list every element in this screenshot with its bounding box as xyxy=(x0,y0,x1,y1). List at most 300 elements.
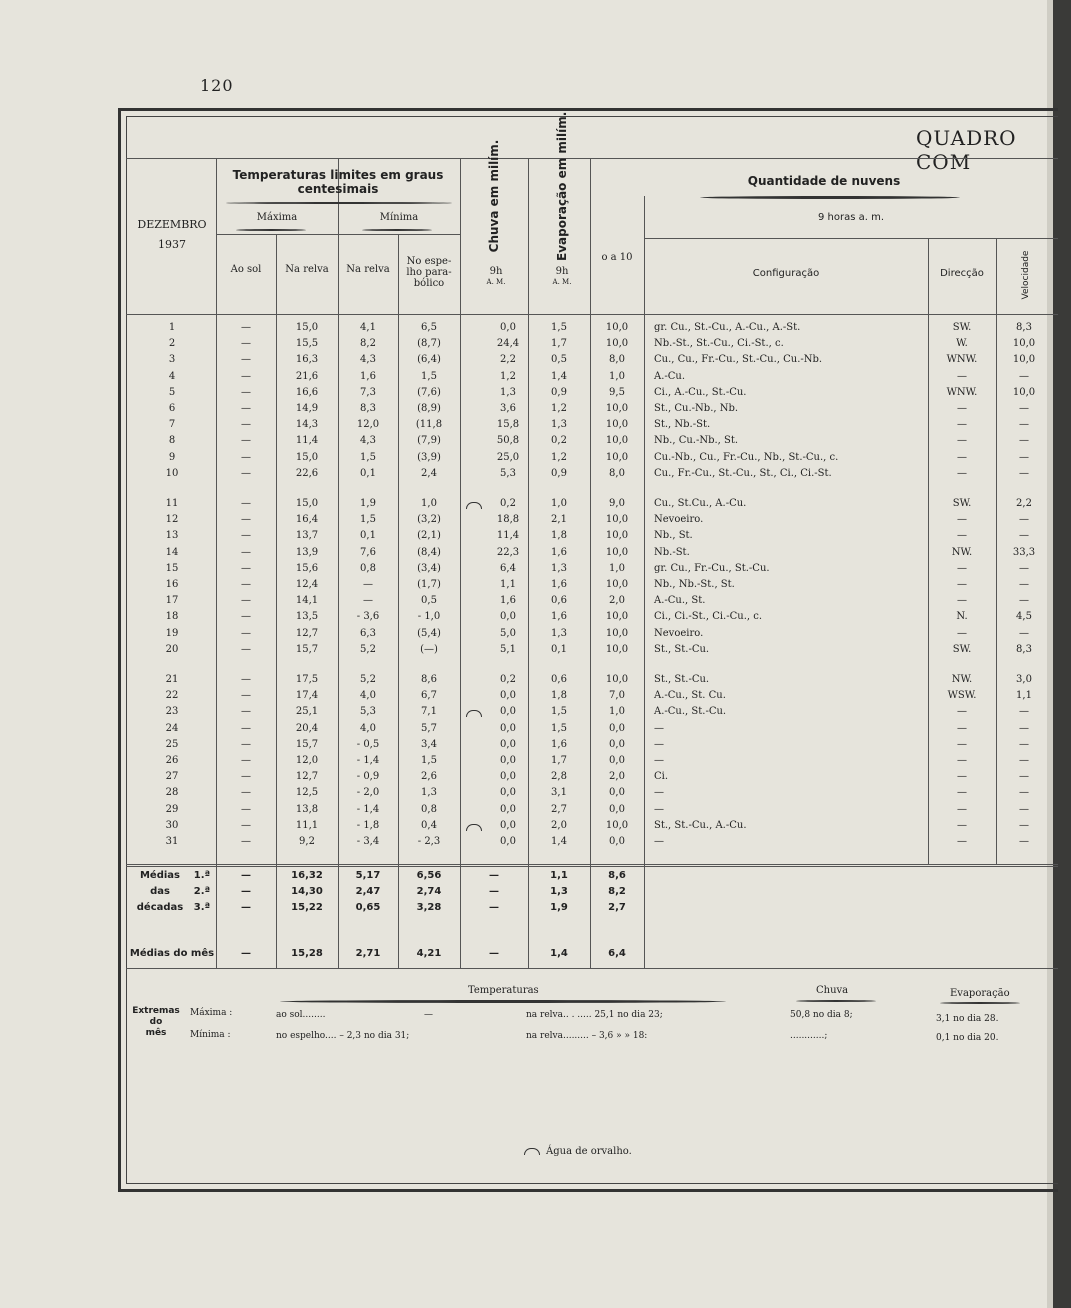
extremas-do-label: do xyxy=(149,1017,163,1027)
footnote-text: Água de orvalho. xyxy=(546,1146,632,1157)
cell-min-relva: 8,3 xyxy=(360,403,376,414)
cell-nuvens-total: 1,0 xyxy=(609,370,625,382)
cell-max-relva: 16,4 xyxy=(295,514,319,526)
cell-espelho: 1,3 xyxy=(421,787,437,799)
cell-direccao: — xyxy=(957,836,967,847)
medias-cell: 14,30 xyxy=(291,886,323,897)
cell-configuracao: St., St.-Cu. xyxy=(654,674,710,685)
cell-espelho: 1,5 xyxy=(421,370,437,382)
medias-cell: 2,74 xyxy=(416,886,442,897)
cell-nuvens-total: 10,0 xyxy=(605,419,629,431)
cell-chuva: 0,0 xyxy=(500,755,516,766)
cell-direccao: — xyxy=(957,419,967,431)
cell-max-relva: 15,7 xyxy=(295,643,319,655)
cell-min-relva: 0,1 xyxy=(360,530,376,542)
cell-day: 27 xyxy=(165,771,179,783)
medias-cell: 1,1 xyxy=(550,870,568,881)
cell-ao-sol: — xyxy=(241,643,251,655)
cell-espelho: (8,4) xyxy=(417,546,441,558)
cell-day: 16 xyxy=(165,579,179,590)
medias-top-line xyxy=(126,866,1058,867)
swash-ornament xyxy=(796,1000,876,1002)
cell-espelho: 8,6 xyxy=(421,674,437,685)
cell-nuvens-total: 7,0 xyxy=(609,690,625,702)
cell-max-relva: 9,2 xyxy=(299,836,315,847)
cell-configuracao: Nevoeiro. xyxy=(654,514,704,526)
cell-chuva: 0,0 xyxy=(500,722,516,734)
cell-day: 23 xyxy=(165,706,179,718)
cell-day: 22 xyxy=(165,690,179,702)
cell-ao-sol: — xyxy=(241,403,251,414)
cell-nuvens-total: 10,0 xyxy=(605,674,629,685)
cell-ao-sol: — xyxy=(241,787,251,799)
swash-ornament xyxy=(940,1002,1020,1004)
cell-ao-sol: — xyxy=(241,579,251,590)
cell-configuracao: — xyxy=(654,787,664,799)
cell-day: 18 xyxy=(165,611,179,623)
cell-max-relva: 14,3 xyxy=(295,419,319,431)
cell-nuvens-total: 1,0 xyxy=(609,562,625,574)
cell-direccao: — xyxy=(957,403,967,414)
medias-bottom-line xyxy=(126,968,1058,969)
cell-evaporacao: 3,1 xyxy=(551,787,567,799)
cell-velocidade: 33,3 xyxy=(1012,546,1036,558)
cell-configuracao: Ci., Ci.-St., Ci.-Cu., c. xyxy=(654,611,763,623)
cell-min-relva: 6,3 xyxy=(360,627,376,639)
cell-day: 11 xyxy=(165,498,179,509)
cell-chuva: 0,0 xyxy=(500,787,516,799)
cell-espelho: 2,4 xyxy=(421,467,437,479)
cell-direccao: — xyxy=(957,370,967,382)
cell-max-relva: 13,8 xyxy=(295,803,319,815)
extremas-min-espelho: no espelho.... – 2,3 no dia 31; xyxy=(276,1031,410,1041)
minima-header: Mínima xyxy=(379,212,419,223)
cell-configuracao: Cu.-Nb., Cu., Fr.-Cu., Nb., St.-Cu., c. xyxy=(654,451,839,463)
cell-velocidade: — xyxy=(1019,530,1029,542)
cell-configuracao: Cu., Fr.-Cu., St.-Cu., St., Ci., Ci.-St. xyxy=(654,467,832,479)
cell-espelho: (3,2) xyxy=(417,514,441,526)
cell-min-relva: 8,2 xyxy=(360,338,376,350)
cell-day: 13 xyxy=(165,530,179,542)
dew-icon xyxy=(466,710,482,717)
cell-chuva: 0,0 xyxy=(500,803,516,815)
extremas-chuva-value: 50,8 no dia 8; xyxy=(790,1010,853,1020)
cell-day: 29 xyxy=(165,803,179,815)
cell-min-relva: 12,0 xyxy=(356,419,380,431)
cell-max-relva: 20,4 xyxy=(295,722,319,734)
cell-evaporacao: 1,7 xyxy=(551,755,567,766)
extremas-minima-label: Mínima : xyxy=(190,1030,231,1040)
extremas-max-sol-value: — xyxy=(424,1010,433,1020)
evaporacao-header: Evaporação em milím. xyxy=(555,111,569,261)
cell-direccao: — xyxy=(957,562,967,574)
cell-chuva: 24,4 xyxy=(496,338,520,350)
cell-min-relva: 4,0 xyxy=(360,690,376,702)
cell-min-relva: 5,2 xyxy=(360,643,376,655)
dew-icon xyxy=(466,502,482,509)
medias-cell: 5,17 xyxy=(355,870,381,881)
cell-min-relva: - 0,9 xyxy=(356,771,380,783)
medias-top-line xyxy=(126,864,1058,865)
cell-espelho: - 2,3 xyxy=(417,836,441,847)
cell-evaporacao: 1,0 xyxy=(551,498,567,509)
cell-max-relva: 13,7 xyxy=(295,530,319,542)
swash-ornament xyxy=(362,229,432,231)
cell-min-relva: — xyxy=(363,579,373,590)
cell-ao-sol: — xyxy=(241,627,251,639)
medias-mes-cell: 6,4 xyxy=(608,948,626,959)
cell-configuracao: A.-Cu., St. Cu. xyxy=(654,690,726,702)
cell-configuracao: — xyxy=(654,755,664,766)
cell-evaporacao: 2,0 xyxy=(551,819,567,831)
cell-nuvens-total: 10,0 xyxy=(605,546,629,558)
cell-direccao: — xyxy=(957,467,967,479)
cell-velocidade: — xyxy=(1019,706,1029,718)
cell-evaporacao: 1,7 xyxy=(551,338,567,350)
cell-evaporacao: 1,2 xyxy=(551,451,567,463)
cell-min-relva: — xyxy=(363,595,373,607)
cell-nuvens-total: 10,0 xyxy=(605,530,629,542)
cell-ao-sol: — xyxy=(241,370,251,382)
cell-evaporacao: 1,6 xyxy=(551,546,567,558)
dew-icon xyxy=(524,1148,540,1155)
cell-day: 9 xyxy=(168,451,176,463)
nuvens-header: Quantidade de nuvens xyxy=(747,174,901,188)
cell-configuracao: Ci. xyxy=(654,771,669,783)
cell-espelho: (—) xyxy=(420,643,438,655)
configuracao-header: Configuração xyxy=(752,268,820,279)
cell-chuva: 5,3 xyxy=(500,467,516,479)
medias-mes-cell: 4,21 xyxy=(416,948,442,959)
direccao-header: Direcção xyxy=(940,268,984,279)
cell-nuvens-total: 10,0 xyxy=(605,643,629,655)
cell-min-relva: 7,3 xyxy=(360,386,376,398)
cell-chuva: 0,0 xyxy=(500,322,516,333)
extremas-label: Extremas xyxy=(132,1006,180,1016)
cell-espelho: (2,1) xyxy=(417,530,441,542)
cell-configuracao: A.-Cu. xyxy=(654,370,686,382)
cell-ao-sol: — xyxy=(241,386,251,398)
cell-min-relva: 5,2 xyxy=(360,674,376,685)
cell-min-relva: 1,6 xyxy=(360,370,376,382)
cell-day: 30 xyxy=(165,819,179,831)
cell-evaporacao: 2,7 xyxy=(551,803,567,815)
cell-max-relva: 15,0 xyxy=(295,451,319,463)
cell-ao-sol: — xyxy=(241,722,251,734)
cell-nuvens-total: 9,0 xyxy=(609,498,625,509)
cell-evaporacao: 2,8 xyxy=(551,771,567,783)
cell-nuvens-total: 2,0 xyxy=(609,595,625,607)
cell-min-relva: - 1,8 xyxy=(356,819,380,831)
cell-chuva: 0,0 xyxy=(500,611,516,623)
cell-evaporacao: 1,5 xyxy=(551,322,567,333)
cell-espelho: - 1,0 xyxy=(417,611,441,623)
cell-espelho: (8,7) xyxy=(417,338,441,350)
cell-evaporacao: 1,4 xyxy=(551,370,567,382)
medias-cell: — xyxy=(241,886,251,897)
cell-direccao: — xyxy=(957,451,967,463)
cell-configuracao: St., St.-Cu. xyxy=(654,643,710,655)
cell-evaporacao: 0,9 xyxy=(551,386,567,398)
scale-header: o a 10 xyxy=(601,252,633,263)
cell-espelho: (1,7) xyxy=(417,579,441,590)
swash-ornament xyxy=(236,229,306,231)
cell-max-relva: 13,5 xyxy=(295,611,319,623)
cell-day: 26 xyxy=(165,755,179,766)
medias-cell: — xyxy=(489,902,499,913)
cell-nuvens-total: 9,5 xyxy=(609,386,625,398)
cell-max-relva: 15,0 xyxy=(295,498,319,509)
cell-evaporacao: 0,9 xyxy=(551,467,567,479)
cell-max-relva: 11,4 xyxy=(295,435,319,447)
cell-nuvens-total: 10,0 xyxy=(605,627,629,639)
cell-chuva: 0,0 xyxy=(500,706,516,718)
cell-configuracao: A.-Cu., St.-Cu. xyxy=(654,706,727,718)
cell-configuracao: Nb.-St. xyxy=(654,546,690,558)
cell-chuva: 0,0 xyxy=(500,836,516,847)
cell-configuracao: Cu., Cu., Fr.-Cu., St.-Cu., Cu.-Nb. xyxy=(654,354,823,366)
cell-ao-sol: — xyxy=(241,451,251,463)
cell-evaporacao: 1,5 xyxy=(551,706,567,718)
cell-max-relva: 13,9 xyxy=(295,546,319,558)
cell-max-relva: 12,7 xyxy=(295,627,319,639)
cell-espelho: 7,1 xyxy=(421,706,437,718)
cell-chuva: 5,1 xyxy=(500,643,516,655)
cell-day: 25 xyxy=(165,738,179,750)
cell-day: 4 xyxy=(168,370,176,382)
cell-min-relva: - 0,5 xyxy=(356,738,380,750)
cell-max-relva: 12,4 xyxy=(295,579,319,590)
cell-min-relva: - 2,0 xyxy=(356,787,380,799)
cell-max-relva: 15,6 xyxy=(295,562,319,574)
cell-evaporacao: 1,3 xyxy=(551,627,567,639)
cell-min-relva: 1,9 xyxy=(360,498,376,509)
cell-day: 10 xyxy=(165,467,179,479)
cell-nuvens-total: 0,0 xyxy=(609,722,625,734)
cell-velocidade: — xyxy=(1019,467,1029,479)
cell-ao-sol: — xyxy=(241,755,251,766)
extremas-temperaturas-label: Temperaturas xyxy=(468,985,539,996)
medias-cell: 2,7 xyxy=(608,902,626,913)
velocidade-header: Velocidade xyxy=(1021,250,1031,300)
cell-direccao: SW. xyxy=(952,322,972,333)
cell-direccao: — xyxy=(957,579,967,590)
cell-chuva: 2,2 xyxy=(500,354,516,366)
cell-max-relva: 15,0 xyxy=(295,322,319,333)
extremas-mes-label: mês xyxy=(145,1028,167,1038)
cell-evaporacao: 1,8 xyxy=(551,530,567,542)
cell-velocidade: — xyxy=(1019,836,1029,847)
cell-direccao: — xyxy=(957,787,967,799)
cell-day: 31 xyxy=(165,836,179,847)
cell-configuracao: — xyxy=(654,836,664,847)
medias-cell: 1,3 xyxy=(550,886,568,897)
cell-velocidade: — xyxy=(1019,451,1029,463)
cell-configuracao: — xyxy=(654,722,664,734)
cell-ao-sol: — xyxy=(241,738,251,750)
medias-cell: 3,28 xyxy=(416,902,442,913)
cell-velocidade: 3,0 xyxy=(1016,674,1032,685)
cell-day: 24 xyxy=(165,722,179,734)
medias-mes-cell: — xyxy=(241,948,251,959)
cell-direccao: NW. xyxy=(951,674,973,685)
cell-ao-sol: — xyxy=(241,562,251,574)
page-number: 120 xyxy=(200,76,234,95)
cell-ao-sol: — xyxy=(241,419,251,431)
cell-evaporacao: 1,5 xyxy=(551,722,567,734)
cell-espelho: (11,8 xyxy=(415,419,443,431)
cell-chuva: 6,4 xyxy=(500,562,516,574)
cell-min-relva: 4,0 xyxy=(360,722,376,734)
cell-direccao: — xyxy=(957,722,967,734)
cell-configuracao: Nevoeiro. xyxy=(654,627,704,639)
cell-max-relva: 12,7 xyxy=(295,771,319,783)
medias-cell: — xyxy=(241,870,251,881)
cell-espelho: (3,9) xyxy=(417,451,441,463)
cell-nuvens-total: 10,0 xyxy=(605,819,629,831)
extremas-maxima-label: Máxima : xyxy=(190,1008,233,1018)
cell-max-relva: 14,1 xyxy=(295,595,319,607)
medias-mes-cell: 2,71 xyxy=(355,948,381,959)
cell-day: 2 xyxy=(168,338,176,350)
cell-evaporacao: 0,5 xyxy=(551,354,567,366)
cell-chuva: 5,0 xyxy=(500,627,516,639)
cell-direccao: — xyxy=(957,706,967,718)
cell-espelho: (5,4) xyxy=(417,627,441,639)
medias-cell: 6,56 xyxy=(416,870,442,881)
cell-espelho: (6,4) xyxy=(417,354,441,366)
cell-ao-sol: — xyxy=(241,803,251,815)
extremas-evaporacao-max: 3,1 no dia 28. xyxy=(936,1014,999,1024)
cell-chuva: 3,6 xyxy=(500,403,516,414)
cell-min-relva: 7,6 xyxy=(360,546,376,558)
cell-evaporacao: 1,6 xyxy=(551,738,567,750)
cell-ao-sol: — xyxy=(241,546,251,558)
cell-min-relva: 1,5 xyxy=(360,514,376,526)
cell-velocidade: 10,0 xyxy=(1012,338,1036,350)
cell-velocidade: — xyxy=(1019,562,1029,574)
cell-chuva: 0,0 xyxy=(500,738,516,750)
cell-direccao: WNW. xyxy=(946,386,978,398)
cell-ao-sol: — xyxy=(241,435,251,447)
cell-max-relva: 15,7 xyxy=(295,738,319,750)
year-label: 1937 xyxy=(158,238,186,251)
cell-ao-sol: — xyxy=(241,836,251,847)
cell-velocidade: — xyxy=(1019,755,1029,766)
extremas-max-relva: na relva.. . ..... 25,1 no dia 23; xyxy=(526,1010,663,1020)
cell-velocidade: — xyxy=(1019,579,1029,590)
cell-evaporacao: 1,2 xyxy=(551,403,567,414)
cell-ao-sol: — xyxy=(241,530,251,542)
nine-hour-label: 9h xyxy=(489,266,503,277)
cell-espelho: 3,4 xyxy=(421,738,437,750)
cell-max-relva: 16,3 xyxy=(295,354,319,366)
das-label: das xyxy=(150,886,170,897)
medias-cell: 2,47 xyxy=(355,886,381,897)
am-label: A. M. xyxy=(552,278,572,286)
cell-day: 20 xyxy=(165,643,179,655)
extremas-chuva-value-2: ............; xyxy=(790,1031,828,1041)
cell-nuvens-total: 8,0 xyxy=(609,354,625,366)
chuva-header: Chuva em milím. xyxy=(487,139,501,253)
cell-ao-sol: — xyxy=(241,595,251,607)
cell-chuva: 15,8 xyxy=(496,419,520,431)
cell-nuvens-total: 10,0 xyxy=(605,403,629,414)
cell-ao-sol: — xyxy=(241,514,251,526)
cell-velocidade: — xyxy=(1019,819,1029,831)
cell-min-relva: - 3,4 xyxy=(356,836,380,847)
cell-min-relva: - 1,4 xyxy=(356,803,380,815)
medias-mes-cell: — xyxy=(489,948,499,959)
cell-direccao: — xyxy=(957,738,967,750)
am-label: A. M. xyxy=(486,278,506,286)
cell-espelho: 6,7 xyxy=(421,690,437,702)
cell-ao-sol: — xyxy=(241,771,251,783)
temperature-group-header: Temperaturas limites em graus centesimais xyxy=(232,168,444,196)
medias-label: Médias xyxy=(139,870,181,881)
cell-configuracao: Ci., A.-Cu., St.-Cu. xyxy=(654,386,747,398)
cell-espelho: (8,9) xyxy=(417,403,441,414)
cell-min-relva: - 3,6 xyxy=(356,611,380,623)
cell-day: 14 xyxy=(165,546,179,558)
cell-evaporacao: 1,3 xyxy=(551,562,567,574)
cell-direccao: W. xyxy=(956,338,968,350)
cell-configuracao: Nb., Cu.-Nb., St. xyxy=(654,435,739,447)
cell-velocidade: — xyxy=(1019,627,1029,639)
cell-velocidade: 4,5 xyxy=(1016,611,1032,623)
cell-day: 28 xyxy=(165,787,179,799)
cell-evaporacao: 2,1 xyxy=(551,514,567,526)
cell-direccao: — xyxy=(957,803,967,815)
cell-min-relva: 4,1 xyxy=(360,322,376,333)
cell-direccao: — xyxy=(957,771,967,783)
cell-configuracao: St., Nb.-St. xyxy=(654,419,711,431)
cell-configuracao: — xyxy=(654,803,664,815)
cell-velocidade: — xyxy=(1019,403,1029,414)
cell-espelho: 2,6 xyxy=(421,771,437,783)
cell-espelho: (7,6) xyxy=(417,386,441,398)
cell-direccao: SW. xyxy=(952,498,972,509)
cell-ao-sol: — xyxy=(241,674,251,685)
cell-velocidade: 8,3 xyxy=(1016,643,1032,655)
cell-nuvens-total: 0,0 xyxy=(609,738,625,750)
cell-max-relva: 22,6 xyxy=(295,467,319,479)
extremas-min-relva: na relva......... – 3,6 » » 18: xyxy=(526,1031,648,1041)
cell-direccao: — xyxy=(957,435,967,447)
medias-cell: 1,9 xyxy=(550,902,568,913)
cell-espelho: 0,5 xyxy=(421,595,437,607)
cell-ao-sol: — xyxy=(241,322,251,333)
cell-direccao: WNW. xyxy=(946,354,978,366)
cell-min-relva: 0,8 xyxy=(360,562,376,574)
cell-nuvens-total: 8,0 xyxy=(609,467,625,479)
cell-velocidade: — xyxy=(1019,771,1029,783)
cell-evaporacao: 0,2 xyxy=(551,435,567,447)
cell-nuvens-total: 0,0 xyxy=(609,755,625,766)
cell-chuva: 1,6 xyxy=(500,595,516,607)
cell-day: 5 xyxy=(168,386,176,398)
cell-day: 17 xyxy=(165,595,179,607)
swash-ornament xyxy=(700,196,960,199)
cell-max-relva: 12,5 xyxy=(295,787,319,799)
month-label: DEZEMBRO xyxy=(137,218,207,231)
col-line xyxy=(460,158,461,968)
cell-chuva: 0,0 xyxy=(500,819,516,831)
cell-min-relva: 0,1 xyxy=(360,467,376,479)
cell-chuva: 0,2 xyxy=(500,674,516,685)
cell-configuracao: Nb.-St., St.-Cu., Ci.-St., c. xyxy=(654,338,784,350)
cell-direccao: N. xyxy=(956,611,968,623)
